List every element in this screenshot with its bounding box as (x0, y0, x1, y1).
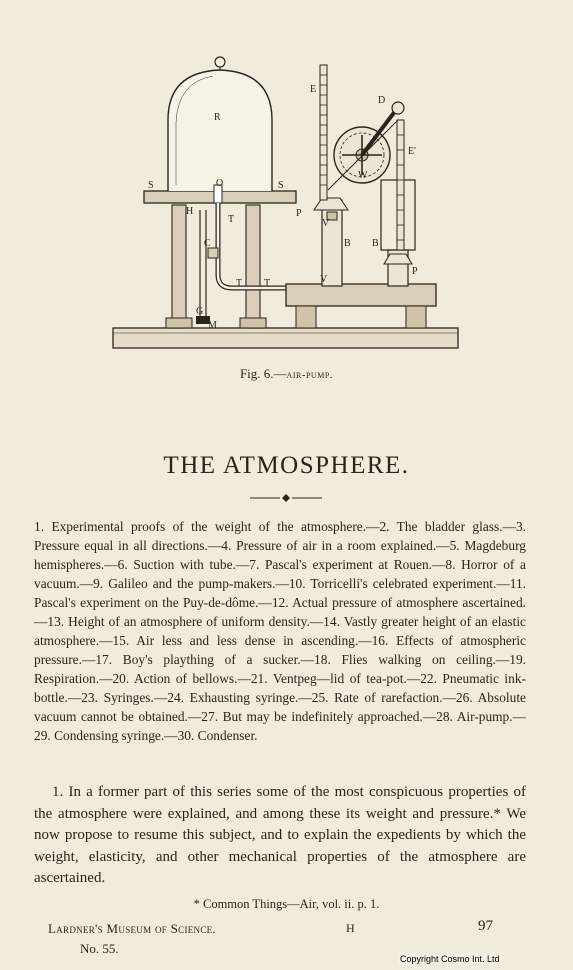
label-T-mid: T (236, 278, 243, 289)
chapter-summary: 1. Experimental proofs of the weight of the atmosphere.—2. The bladder glass.—3. Pressure equal in all directions.—4. Pressure of air in a room explained.—5. Magdeburg hemispheres.—6. Suction with tube.—7. Pascal's experiment at Rouen.—8. Horror of a vacuum.—9. Galileo and the pump-makers.—10. Torricelli's celebrated experiment.—11. Pascal's experiment on the Puy-de-dôme.—12. Actual pressure of atmosphere ascertained.—13. Height of an atmosphere of uniform density.—14. Vastly greater height of an elastic atmosphere.—15. Air less and less dense in ascending.—16. Effects of atmospheric pressure.—17. Boy's plaything of a sucker.—18. Flies walking on ceiling.—19. Respiration.—20. Action of bellows.—21. Ventpeg—lid of tea-pot.—22. Pneumatic ink-bottle.—23. Syringes.—24. Exhausting syringe.—25. Rate of rarefaction.—26. Absolute vacuum cannot be obtained.—27. But may be indefinitely approached.—28. Air-pump.—29. Condensing syringe.—30. Condenser. (34, 519, 526, 743)
pump-table (286, 284, 436, 306)
label-E-prime: E' (408, 146, 416, 157)
right-column (246, 205, 260, 328)
caption-main: Fig. 6.— (239, 366, 287, 381)
air-pump-figure (108, 50, 468, 355)
page-number: 97 (478, 918, 493, 934)
figure-caption (0, 366, 573, 382)
body-paragraph: 1. In a former part of this series some of the most conspicuous properties of the atmosphere were explained, and among these its weight and pressure.* We now propose to resume this subject, and to explain the expedients by which the weight, elasticity, and other mechanical properties of the atmosphere are ascertained. (34, 784, 526, 886)
label-O: O (216, 178, 224, 189)
chapter-title: THE ATMOSPHERE. (163, 452, 410, 479)
bell-jar (168, 70, 272, 191)
running-title: Lardner's Museum of Science. (48, 921, 216, 936)
jar-knob (215, 57, 225, 67)
label-T-right: T (264, 278, 271, 289)
footnote: * Common Things—Air, vol. ii. p. 1. (193, 897, 380, 911)
number-mark: No. 55. (80, 941, 119, 956)
label-P-left: P (296, 208, 302, 219)
label-P-right: P (412, 266, 418, 277)
label-S-left: S (148, 180, 154, 191)
signature-mark: H (346, 921, 355, 935)
label-R: R (214, 112, 221, 123)
label-B-right: B (372, 238, 379, 249)
label-V-lower: V (320, 274, 328, 285)
label-H: H (186, 206, 194, 217)
base-plate (113, 328, 458, 348)
label-T-upper: T (228, 214, 235, 225)
caption-small: air-pump. (286, 369, 334, 381)
rack-right (397, 120, 404, 250)
label-B-left: B (344, 238, 351, 249)
left-column (172, 205, 186, 328)
title-ornament (250, 493, 322, 503)
label-E: E (310, 84, 317, 95)
copyright-watermark: Copyright Cosmo Int. Ltd (400, 954, 500, 964)
label-G: G (196, 306, 204, 317)
label-M: M (208, 320, 217, 331)
label-D: D (378, 95, 386, 106)
label-C: C (204, 238, 211, 249)
label-S-right: S (278, 180, 284, 191)
label-W: W (358, 170, 368, 181)
label-V-upper: V (322, 218, 330, 229)
